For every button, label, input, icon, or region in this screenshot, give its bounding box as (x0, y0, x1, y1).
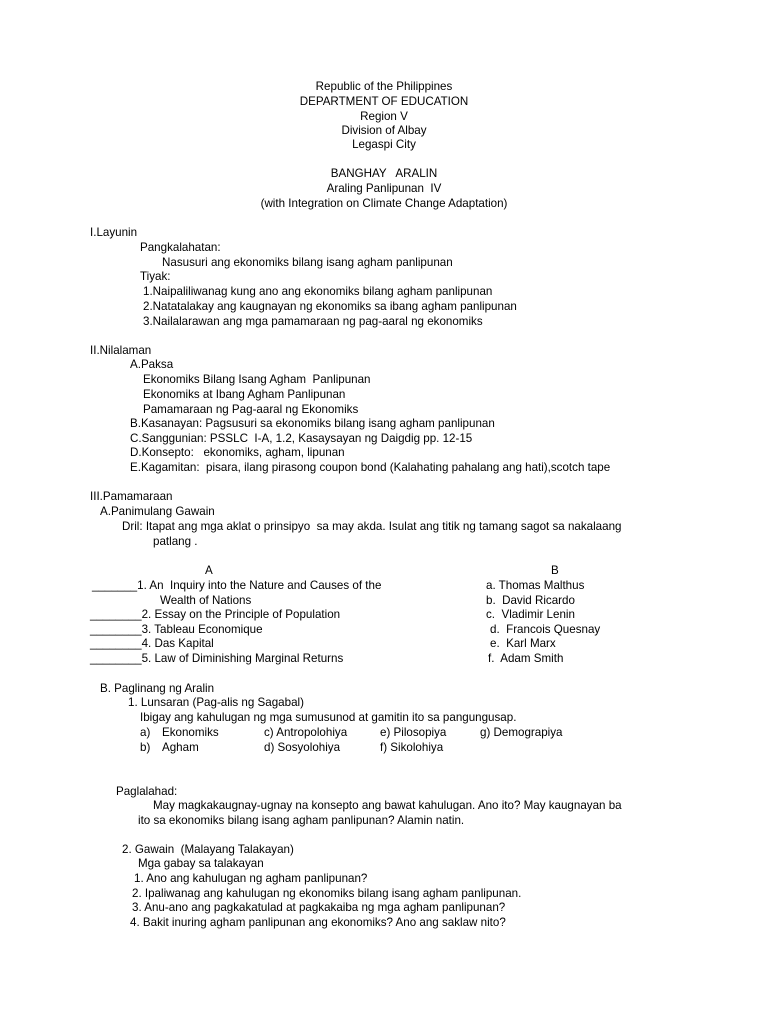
paglalahad-text: May magkakaugnay-ugnay na konsepto ang bawat kahulugan. Ano ito? May kaugnayan ba (153, 799, 622, 812)
term: e) Pilosopiya (380, 726, 447, 739)
gabay-label: Mga gabay sa talakayan (138, 857, 264, 870)
match-answer: b. David Ricardo (486, 594, 575, 607)
match-item: ________4. Das Kapital (90, 637, 214, 650)
match-item: ________2. Essay on the Principle of Population (90, 608, 341, 621)
term: f) Sikolohiya (380, 741, 444, 754)
match-answer: a. Thomas Malthus (486, 579, 585, 592)
section-pamamaraan-heading: III.Pamamaraan (90, 490, 173, 503)
column-b-header: B (551, 564, 559, 577)
section-nilalaman-heading: II.Nilalaman (90, 344, 152, 357)
discussion-question: 1. Ano ang kahulugan ng agham panlipunan? (134, 872, 368, 885)
header-republic: Republic of the Philippines (315, 80, 453, 93)
konsepto-line: D.Konsepto: ekonomiks, agham, lipunan (130, 446, 345, 459)
gawain-heading: 2. Gawain (Malayang Talakayan) (122, 843, 294, 856)
doc-subtitle: (with Integration on Climate Change Adaptation) (260, 197, 508, 210)
term: d) Sosyolohiya (264, 741, 341, 754)
term: Agham (162, 741, 199, 754)
discussion-question: 2. Ipaliwanag ang kahulugan ng ekonomiks bilang isang agham panlipunan. (132, 887, 522, 900)
section-layunin-heading: I.Layunin (90, 226, 138, 239)
match-answer: f. Adam Smith (488, 652, 564, 665)
lunsaran-heading: 1. Lunsaran (Pag-alis ng Sagabal) (128, 696, 304, 709)
term-marker: a) (140, 726, 151, 739)
match-answer: c. Vladimir Lenin (486, 608, 575, 621)
match-item: _______1. An Inquiry into the Nature and Causes of the (92, 579, 382, 592)
term: g) Demograpiya (480, 726, 563, 739)
discussion-question: 3. Anu-ano ang pagkakatulad at pagkakaiba ng mga agham panlipunan? (132, 901, 506, 914)
paksa-label: A.Paksa (130, 358, 174, 371)
term-marker: b) (140, 741, 151, 754)
paksa-item: Ekonomiks at Ibang Agham Panlipunan (143, 388, 346, 401)
header-city: Legaspi City (352, 138, 416, 151)
term: c) Antropolohiya (264, 726, 348, 739)
kasanayan-line: B.Kasanayan: Pagsusuri sa ekonomiks bilang isang agham panlipunan (130, 417, 495, 430)
tiyak-label: Tiyak: (140, 270, 171, 283)
dril-instruction-cont: patlang . (153, 535, 198, 548)
kagamitan-line: E.Kagamitan: pisara, ilang pirasong coupon bond (Kalahating pahalang ang hati),scotch tape (130, 461, 611, 474)
header-region: Region V (360, 110, 408, 123)
doc-subject: Araling Panlipunan IV (326, 182, 442, 195)
paksa-item: Pamamaraan ng Pag-aaral ng Ekonomiks (143, 403, 359, 416)
tiyak-item: 3.Nailalarawan ang mga pamamaraan ng pag-aaral ng ekonomiks (143, 315, 483, 328)
doc-title: BANGHAY ARALIN (330, 167, 438, 180)
match-item-cont: Wealth of Nations (160, 594, 252, 607)
match-answer: d. Francois Quesnay (490, 623, 601, 636)
paglalahad-label: Paglalahad: (116, 785, 178, 798)
column-a-header: A (205, 564, 213, 577)
dril-instruction: Dril: Itapat ang mga aklat o prinsipyo sa may akda. Isulat ang titik ng tamang sagot sa nakalaang (122, 520, 622, 533)
paglalahad-text-cont: ito sa ekonomiks bilang isang agham panlipunan? Alamin natin. (138, 814, 465, 827)
discussion-question: 4. Bakit inuring agham panlipunan ang ekonomiks? Ano ang saklaw nito? (130, 916, 506, 929)
match-item: ________3. Tableau Economique (90, 623, 263, 636)
match-item: ________5. Law of Diminishing Marginal Returns (90, 652, 344, 665)
header-department: DEPARTMENT OF EDUCATION (299, 95, 469, 108)
panimulang-gawain: A.Panimulang Gawain (100, 505, 215, 518)
header-division: Division of Albay (341, 124, 427, 137)
term: Ekonomiks (162, 726, 219, 739)
sanggunian-line: C.Sanggunian: PSSLC I-A, 1.2, Kasaysayan ng Daigdig pp. 12-15 (130, 432, 473, 445)
match-answer: e. Karl Marx (490, 637, 556, 650)
lunsaran-instruction: Ibigay ang kahulugan ng mga sumusunod at gamitin ito sa pangungusap. (140, 711, 517, 724)
pangkalahatan-label: Pangkalahatan: (140, 241, 221, 254)
paksa-item: Ekonomiks Bilang Isang Agham Panlipunan (143, 373, 371, 386)
pangkalahatan-text: Nasusuri ang ekonomiks bilang isang agham panlipunan (162, 256, 453, 269)
tiyak-item: 2.Natatalakay ang kaugnayan ng ekonomiks sa ibang agham panlipunan (143, 300, 517, 313)
tiyak-item: 1.Naipaliliwanag kung ano ang ekonomiks bilang agham panlipunan (143, 285, 493, 298)
paglinang-heading: B. Paglinang ng Aralin (100, 682, 215, 695)
